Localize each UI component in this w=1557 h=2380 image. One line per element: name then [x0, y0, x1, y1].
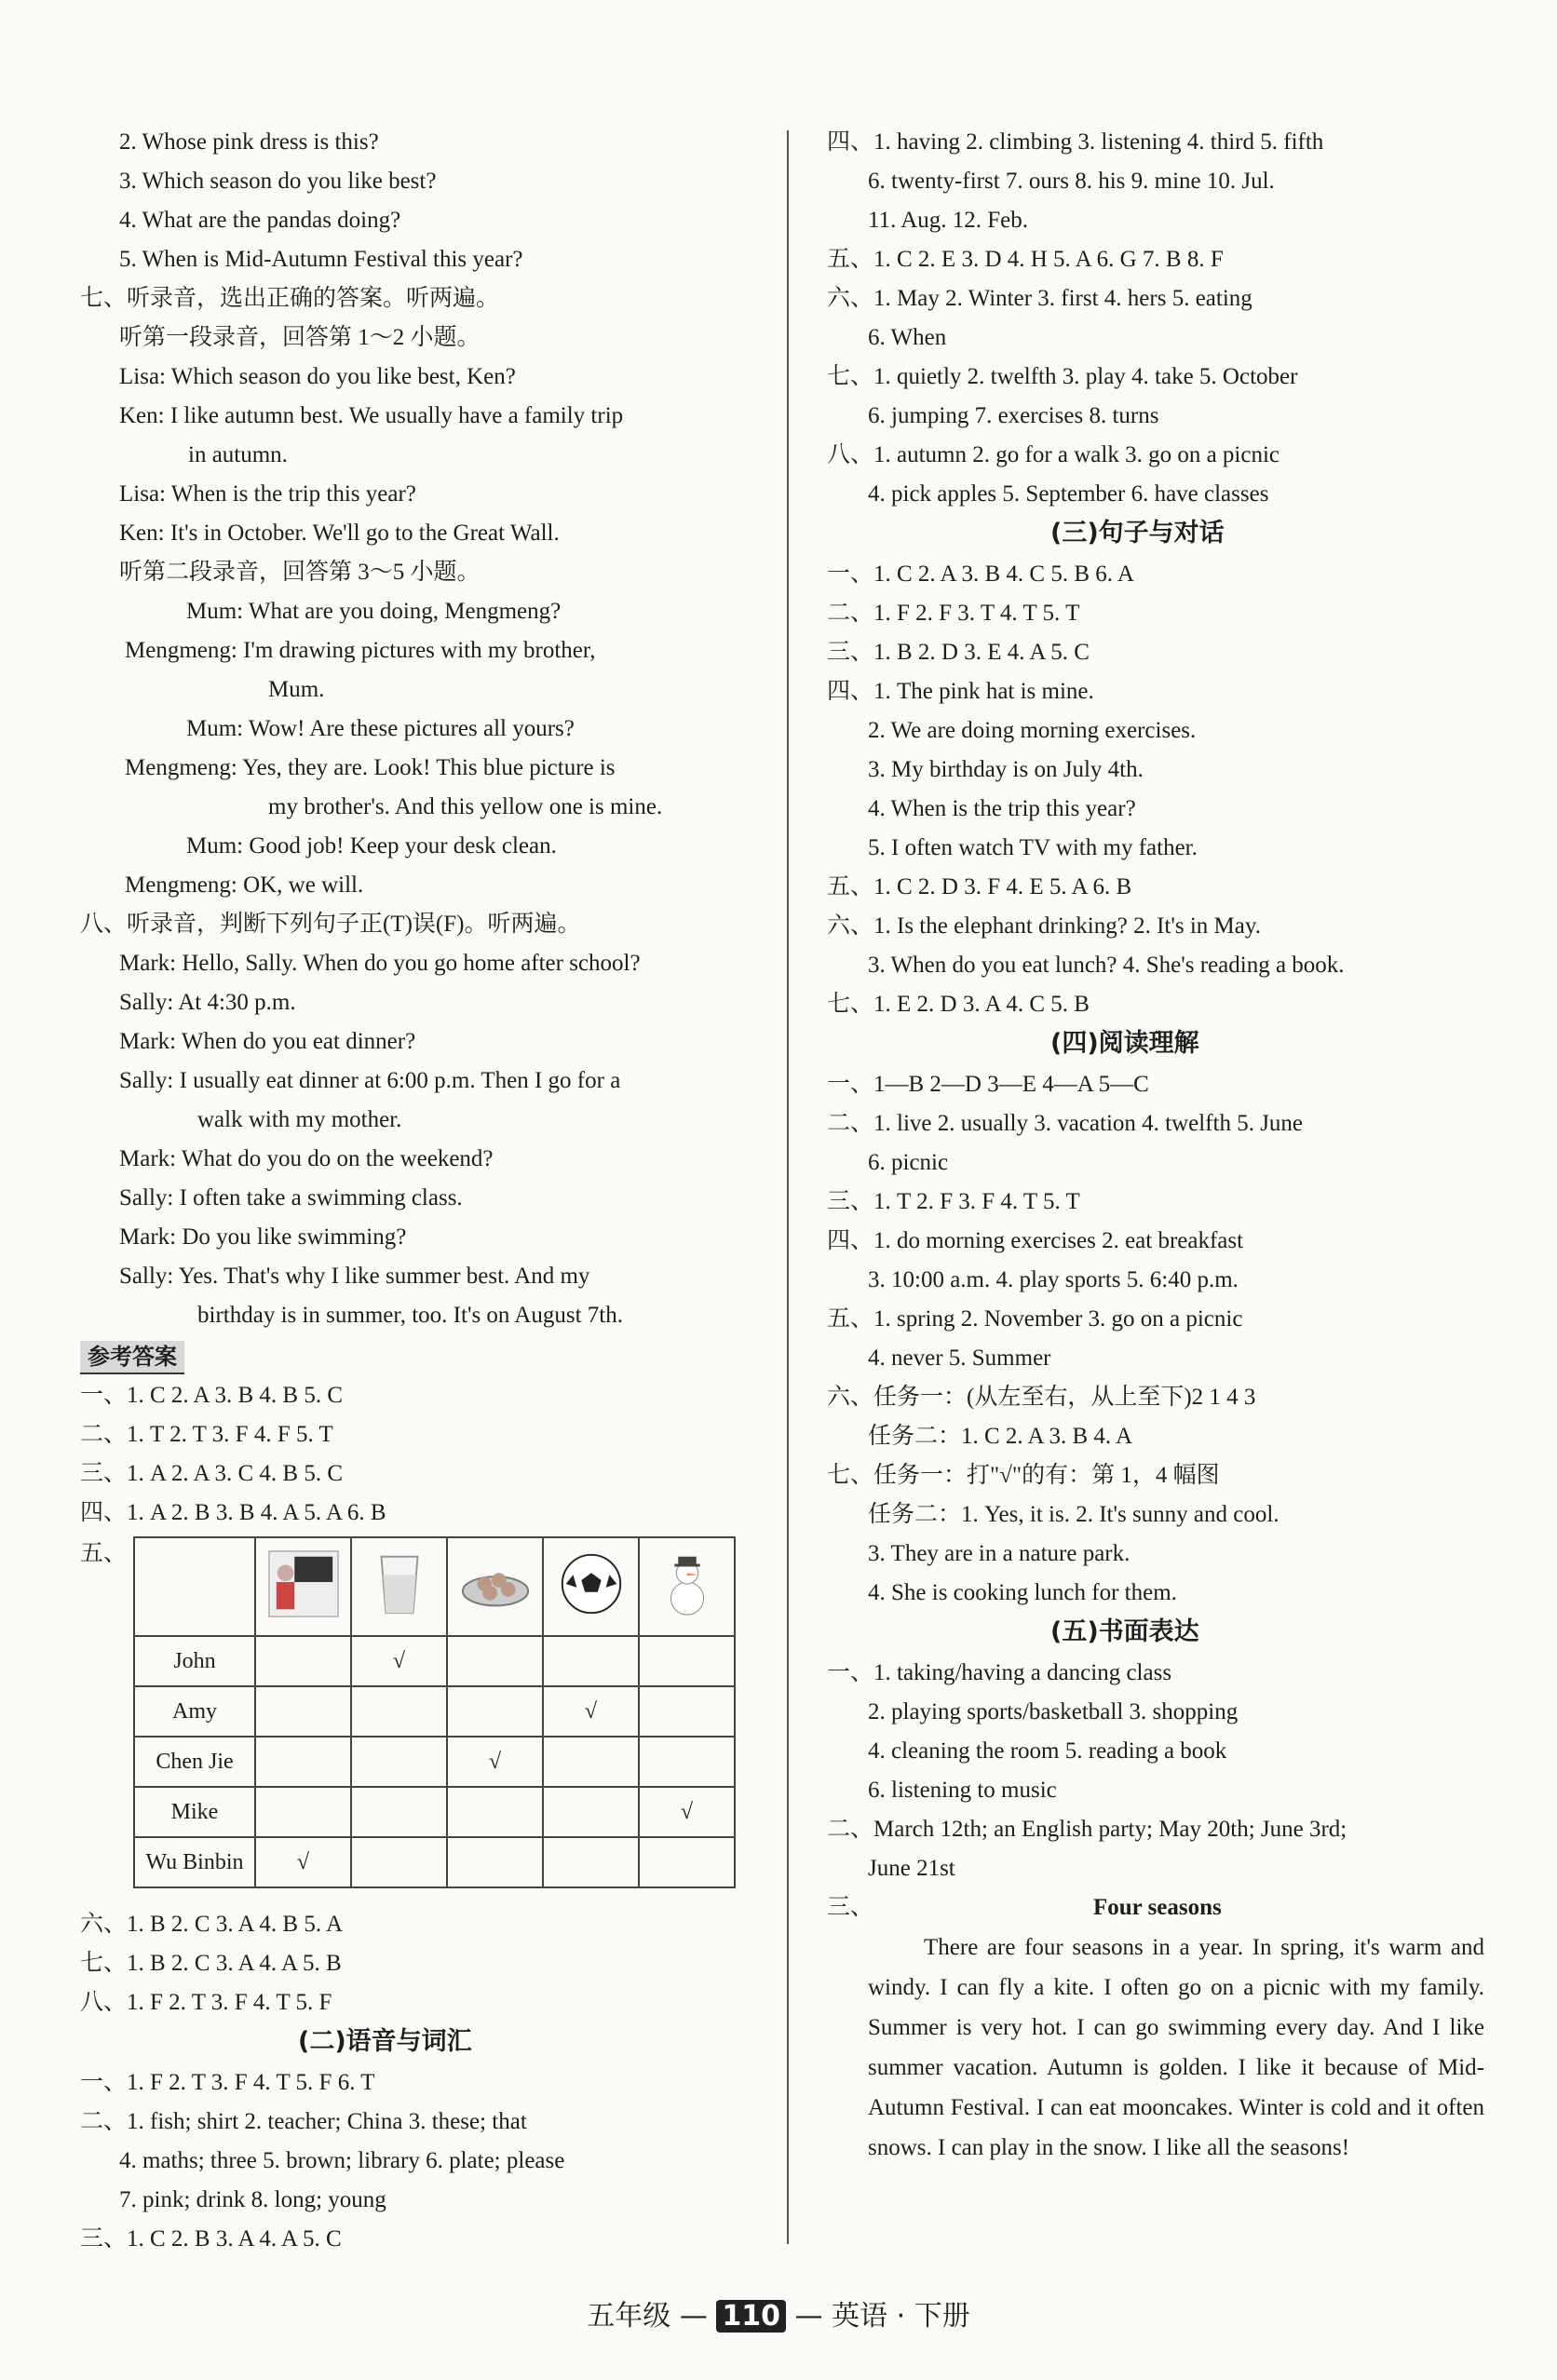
check-cell — [639, 1737, 735, 1787]
text-line: my brother's. And this yellow one is mine. — [268, 794, 663, 819]
row-name: Chen Jie — [134, 1737, 255, 1787]
section-heading: 七、听录音，选出正确的答案。听两遍。 — [80, 286, 500, 311]
page-footer: 五年级 — 110 — 英语 · 下册 — [587, 2300, 970, 2333]
essay-body: There are four seasons in a year. In spring, it's warm and windy. I can fly a kite. I often go on a picnic with my family. Summer is very hot. I can go swimming every day. And I like summer vacation. Autumn is golden. I like it because of Mid-Autumn Festival. I can eat mooncakes. Winter is cold and it often snows. I can play in the snow. I like all the seasons! — [868, 1935, 1484, 2160]
check-cell — [639, 1636, 735, 1686]
check-cell — [447, 1837, 543, 1887]
text-line: in autumn. — [188, 442, 288, 467]
answer-line: 4. She is cooking lunch for them. — [868, 1580, 1177, 1605]
answer-line: 一、1. F 2. T 3. F 4. T 5. F 6. T — [80, 2070, 375, 2095]
row-name: Amy — [134, 1686, 255, 1737]
picture-cell — [447, 1537, 543, 1636]
text-line: walk with my mother. — [197, 1107, 402, 1132]
text-line: Mark: Hello, Sally. When do you go home after school? — [119, 951, 641, 976]
table-row — [134, 1686, 735, 1737]
answer-line: 四、1. do morning exercises 2. eat breakfast — [827, 1228, 1244, 1253]
picture-cell — [639, 1537, 735, 1636]
picture-cell — [543, 1537, 639, 1636]
text-line: 2. Whose pink dress is this? — [119, 129, 379, 155]
answer-line: 4. never 5. Summer — [868, 1346, 1051, 1371]
answer-line: 七、1. E 2. D 3. A 4. C 5. B — [827, 992, 1090, 1017]
empty-cell — [134, 1537, 255, 1636]
footer-subject: 英语 · 下册 — [832, 2300, 970, 2333]
answer-line: 三、1. T 2. F 3. F 4. T 5. T — [827, 1189, 1080, 1214]
text-line: 听第一段录音，回答第 1～2 小题。 — [119, 325, 481, 350]
text-line: 3. Which season do you like best? — [119, 169, 437, 194]
answer-line: 7. pink; drink 8. long; young — [119, 2187, 386, 2212]
answer-table — [133, 1536, 736, 1888]
table-row — [134, 1737, 735, 1787]
answer-line: June 21st — [868, 1856, 955, 1881]
check-cell — [255, 1787, 351, 1837]
answer-line: 2. We are doing morning exercises. — [868, 718, 1197, 743]
food-plate-icon — [459, 1548, 532, 1620]
table-picture-row — [134, 1537, 735, 1636]
answer-line: 七、1. B 2. C 3. A 4. A 5. B — [80, 1951, 342, 1976]
picture-cell — [351, 1537, 447, 1636]
text-line: birthday is in summer, too. It's on August 7th. — [197, 1303, 623, 1328]
answer-line: 六、任务一：(从左至右，从上至下)2 1 4 3 — [827, 1385, 1256, 1410]
answer-line: 4. cleaning the room 5. reading a book — [868, 1738, 1227, 1764]
answer-line: 二、1. live 2. usually 3. vacation 4. twelfth 5. June — [827, 1111, 1304, 1136]
check-cell — [447, 1636, 543, 1686]
text-line: Mark: Do you like swimming? — [119, 1224, 407, 1250]
answer-line: 4. pick apples 5. September 6. have classes — [868, 481, 1269, 507]
check-cell — [543, 1787, 639, 1837]
page-number: 110 — [716, 2300, 786, 2333]
check-cell — [351, 1686, 447, 1737]
answer-line: 二、1. F 2. F 3. T 4. T 5. T — [827, 601, 1080, 626]
row-name: Wu Binbin — [134, 1837, 255, 1887]
text-line: Mum: Wow! Are these pictures all yours? — [186, 716, 575, 741]
check-cell — [447, 1787, 543, 1837]
essay-title: Four seasons — [1093, 1895, 1222, 1920]
answer-line: 二、1. fish; shirt 2. teacher; China 3. these; that — [80, 2109, 527, 2134]
section-title: (五)书面表达 — [1050, 1617, 1199, 1646]
answer-line: 四、1. The pink hat is mine. — [827, 679, 1094, 704]
answer-line: 八、1. autumn 2. go for a walk 3. go on a picnic — [827, 442, 1280, 467]
answer-line: 6. jumping 7. exercises 8. turns — [868, 403, 1159, 428]
text-line: Ken: I like autumn best. We usually have a family trip — [119, 403, 624, 428]
text-line: Mengmeng: I'm drawing pictures with my brother, — [125, 638, 596, 663]
table-row — [134, 1636, 735, 1686]
answer-line: 六、1. May 2. Winter 3. first 4. hers 5. eating — [827, 286, 1252, 311]
check-cell — [351, 1787, 447, 1837]
text-line: 听第二段录音，回答第 3～5 小题。 — [119, 560, 481, 585]
check-cell — [255, 1686, 351, 1737]
table-marker: 五、 — [80, 1541, 128, 1566]
essay-marker: 三、 — [827, 1895, 874, 1920]
answer-line: 三、1. A 2. A 3. C 4. B 5. C — [80, 1461, 343, 1486]
soccer-ball-icon — [555, 1548, 628, 1620]
answer-line: 3. When do you eat lunch? 4. She's reading a book. — [868, 953, 1345, 978]
answer-line: 八、1. F 2. T 3. F 4. T 5. F — [80, 1990, 332, 2015]
table-row — [134, 1787, 735, 1837]
section-title: (二)语音与词汇 — [298, 2027, 472, 2056]
answer-line: 五、1. C 2. E 3. D 4. H 5. A 6. G 7. B 8. F — [827, 247, 1224, 272]
answer-line: 3. 10:00 a.m. 4. play sports 5. 6:40 p.m. — [868, 1267, 1239, 1292]
text-line: Mum. — [268, 677, 325, 702]
check-cell — [639, 1686, 735, 1737]
answer-line: 任务二：1. C 2. A 3. B 4. A — [868, 1424, 1133, 1449]
check-cell: √ — [447, 1737, 543, 1787]
check-cell — [255, 1737, 351, 1787]
text-line: Lisa: When is the trip this year? — [119, 481, 416, 507]
text-line: Lisa: Which season do you like best, Ken? — [119, 364, 516, 389]
answer-line: 二、March 12th; an English party; May 20th; June 3rd; — [827, 1817, 1347, 1842]
teacher-blackboard-icon — [267, 1548, 340, 1620]
answer-line: 三、1. C 2. B 3. A 4. A 5. C — [80, 2226, 342, 2252]
answer-line: 任务二：1. Yes, it is. 2. It's sunny and cool. — [868, 1502, 1279, 1527]
check-cell — [543, 1636, 639, 1686]
answer-line: 七、1. quietly 2. twelfth 3. play 4. take 5. October — [827, 364, 1298, 389]
check-cell: √ — [639, 1787, 735, 1837]
table-row — [134, 1837, 735, 1887]
text-line: Sally: I usually eat dinner at 6:00 p.m. Then I go for a — [119, 1068, 621, 1093]
section-title: (三)句子与对话 — [1050, 519, 1225, 548]
text-line: Mum: What are you doing, Mengmeng? — [186, 599, 562, 624]
answer-line: 六、1. B 2. C 3. A 4. B 5. A — [80, 1912, 343, 1937]
answer-line: 二、1. T 2. T 3. F 4. F 5. T — [80, 1422, 333, 1447]
check-cell — [543, 1837, 639, 1887]
text-line: 4. What are the pandas doing? — [119, 208, 401, 233]
answer-line: 一、1. C 2. A 3. B 4. B 5. C — [80, 1383, 343, 1408]
answer-line: 4. maths; three 5. brown; library 6. plate; please — [119, 2148, 565, 2173]
check-cell — [447, 1686, 543, 1737]
answer-line: 一、1. taking/having a dancing class — [827, 1660, 1172, 1685]
answer-line: 6. twenty-first 7. ours 8. his 9. mine 10. Jul. — [868, 169, 1275, 194]
text-line: Mum: Good job! Keep your desk clean. — [186, 833, 557, 859]
row-name: Mike — [134, 1787, 255, 1837]
text-line: Sally: I often take a swimming class. — [119, 1185, 463, 1210]
check-cell: √ — [351, 1636, 447, 1686]
check-cell — [255, 1636, 351, 1686]
text-line: Sally: At 4:30 p.m. — [119, 990, 296, 1015]
answer-line: 六、1. Is the elephant drinking? 2. It's in May. — [827, 913, 1261, 939]
check-cell — [351, 1737, 447, 1787]
text-line: 5. When is Mid-Autumn Festival this year? — [119, 247, 523, 272]
text-line: Mark: What do you do on the weekend? — [119, 1146, 494, 1171]
text-line: Mark: When do you eat dinner? — [119, 1029, 416, 1054]
check-cell: √ — [255, 1837, 351, 1887]
answer-line: 5. I often watch TV with my father. — [868, 835, 1198, 860]
answer-line: 三、1. B 2. D 3. E 4. A 5. C — [827, 640, 1090, 665]
picture-cell — [255, 1537, 351, 1636]
answer-line: 五、1. spring 2. November 3. go on a picnic — [827, 1306, 1243, 1332]
answer-line: 3. They are in a nature park. — [868, 1541, 1131, 1566]
answer-key-label: 参考答案 — [80, 1341, 184, 1374]
answer-line: 6. picnic — [868, 1150, 949, 1175]
answer-line: 四、1. having 2. climbing 3. listening 4. third 5. fifth — [827, 129, 1324, 155]
answer-line: 七、任务一：打"√"的有：第 1，4 幅图 — [827, 1463, 1220, 1488]
section-title: (四)阅读理解 — [1050, 1029, 1199, 1058]
section-heading: 八、听录音，判断下列句子正(T)误(F)。听两遍。 — [80, 912, 581, 937]
snowman-icon — [651, 1548, 724, 1620]
text-line: Sally: Yes. That's why I like summer best. And my — [119, 1264, 590, 1289]
text-line: Ken: It's in October. We'll go to the Great Wall. — [119, 521, 560, 546]
text-line: Mengmeng: OK, we will. — [125, 872, 364, 898]
milk-glass-icon — [363, 1548, 436, 1620]
answer-line: 四、1. A 2. B 3. B 4. A 5. A 6. B — [80, 1500, 386, 1525]
answer-line: 11. Aug. 12. Feb. — [868, 208, 1028, 233]
answer-line: 6. When — [868, 325, 947, 350]
answer-line: 4. When is the trip this year? — [868, 796, 1136, 821]
check-cell — [639, 1837, 735, 1887]
check-cell: √ — [543, 1686, 639, 1737]
answer-line: 3. My birthday is on July 4th. — [868, 757, 1144, 782]
row-name: John — [134, 1636, 255, 1686]
check-cell — [543, 1737, 639, 1787]
footer-grade: 五年级 — [587, 2300, 671, 2333]
answer-line: 2. playing sports/basketball 3. shopping — [868, 1699, 1239, 1724]
answer-line: 一、1—B 2—D 3—E 4—A 5—C — [827, 1072, 1149, 1097]
column-divider — [787, 130, 789, 2244]
answer-line: 一、1. C 2. A 3. B 4. C 5. B 6. A — [827, 561, 1134, 587]
text-line: Mengmeng: Yes, they are. Look! This blue picture is — [125, 755, 616, 780]
answer-line: 五、1. C 2. D 3. F 4. E 5. A 6. B — [827, 874, 1132, 899]
check-cell — [351, 1837, 447, 1887]
answer-line: 6. listening to music — [868, 1778, 1057, 1803]
